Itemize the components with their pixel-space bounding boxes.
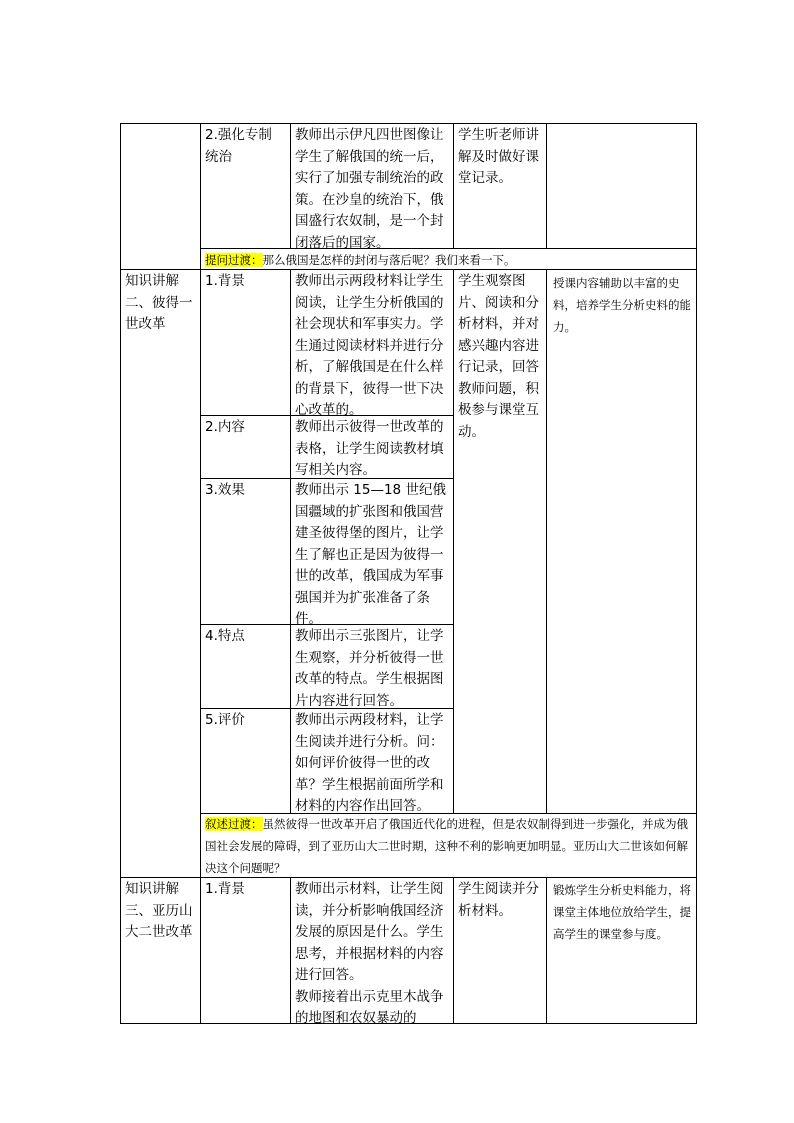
rule [120, 123, 121, 1024]
rule [453, 269, 454, 813]
teacher-activity-cell: 教师出示 15—18 世纪俄国疆域的扩张图和俄国营建圣彼得堡的图片，让学生了解也正是因为彼得一世的改革，俄国成为军事强国并为扩张准备了条件。 [295, 482, 446, 627]
section-title: 知识讲解三、亚历山大二世改革 [125, 881, 193, 940]
student-activity-cell: 学生听老师讲解及时做好课堂记录。 [458, 127, 539, 186]
item-cell: 2.内容 [205, 419, 245, 435]
rule [546, 269, 547, 813]
transition-note [205, 249, 693, 271]
transition-note [205, 813, 693, 879]
rule [546, 877, 547, 1023]
item-cell: 1.背景 [205, 273, 245, 289]
design-intent-cell: 授课内容辅助以丰富的史料，培养学生分析史料的能力。 [553, 276, 691, 334]
item-cell: 2.强化专制统治 [205, 127, 272, 165]
transition-text: 虽然彼得一世改革开启了俄国近代化的进程，但是农奴制得到进一步强化，并成为俄国社会发展的障碍，到了亚历山大二世时期，这种不利的影响更加明显。亚历山大二世该如何解决这个问题呢？ [205, 817, 688, 875]
student-activity-cell: 学生观察图片、阅读和分析材料，并对感兴趣内容进行记录，回答教师问题，积极参与课堂互动。 [458, 273, 539, 440]
rule [290, 877, 291, 1023]
item-cell: 5.评价 [205, 712, 245, 728]
teacher-activity-cell [295, 879, 449, 1030]
rule [290, 269, 291, 813]
section-title: 知识讲解二、彼得一世改革 [125, 273, 193, 332]
rule [200, 123, 201, 1024]
transition-text: 那么俄国是怎样的封闭与落后呢？我们来看一下。 [262, 253, 516, 267]
teacher-activity-cell: 教师出示伊凡四世图像让学生了解俄国的统一后，实行了加强专制统治的政策。在沙皇的统治下，俄国盛行农奴制，是一个封闭落后的国家。 [295, 127, 444, 251]
teacher-activity-cell: 教师出示两段材料让学生阅读，让学生分析俄国的社会现状和军事实力。学生通过阅读材料并进行分析，了解俄国是在什么样的背景下，彼得一世下决心改革的。 [295, 273, 444, 418]
teacher-activity-cell: 教师出示三张图片，让学生观察，并分析彼得一世改革的特点。学生根据图片内容进行回答。 [295, 628, 444, 709]
student-activity-cell: 学生阅读并分析材料。 [458, 881, 539, 919]
rule [546, 123, 547, 248]
design-intent-cell: 锻炼学生分析史料能力，将课堂主体地位放给学生，提高学生的课堂参与度。 [553, 883, 691, 941]
rule [120, 123, 697, 124]
item-cell: 4.特点 [205, 628, 245, 644]
rule [453, 123, 454, 248]
transition-label: 提问过渡： [205, 253, 263, 267]
rule [453, 877, 454, 1023]
rule [696, 123, 697, 1024]
rule [290, 123, 291, 248]
teacher-activity-cell: 教师出示两段材料，让学生阅读并进行分析。问：如何评价彼得一世的改革？学生根据前面所学和材料的内容作出回答。 [295, 712, 444, 814]
item-cell: 3.效果 [205, 482, 245, 498]
teacher-text-continued: 教师接着出示克里木战争的地图和农奴暴动的 [295, 988, 444, 1026]
teacher-text: 教师出示材料，让学生阅读，并分析影响俄国经济发展的原因是什么。学生思考，并根据材料的内容进行回答。 [295, 881, 444, 983]
teacher-activity-cell: 教师出示彼得一世改革的表格，让学生阅读教材填写相关内容。 [295, 419, 444, 478]
transition-label: 叙述过渡： [205, 817, 263, 831]
item-cell: 1.背景 [205, 881, 245, 897]
